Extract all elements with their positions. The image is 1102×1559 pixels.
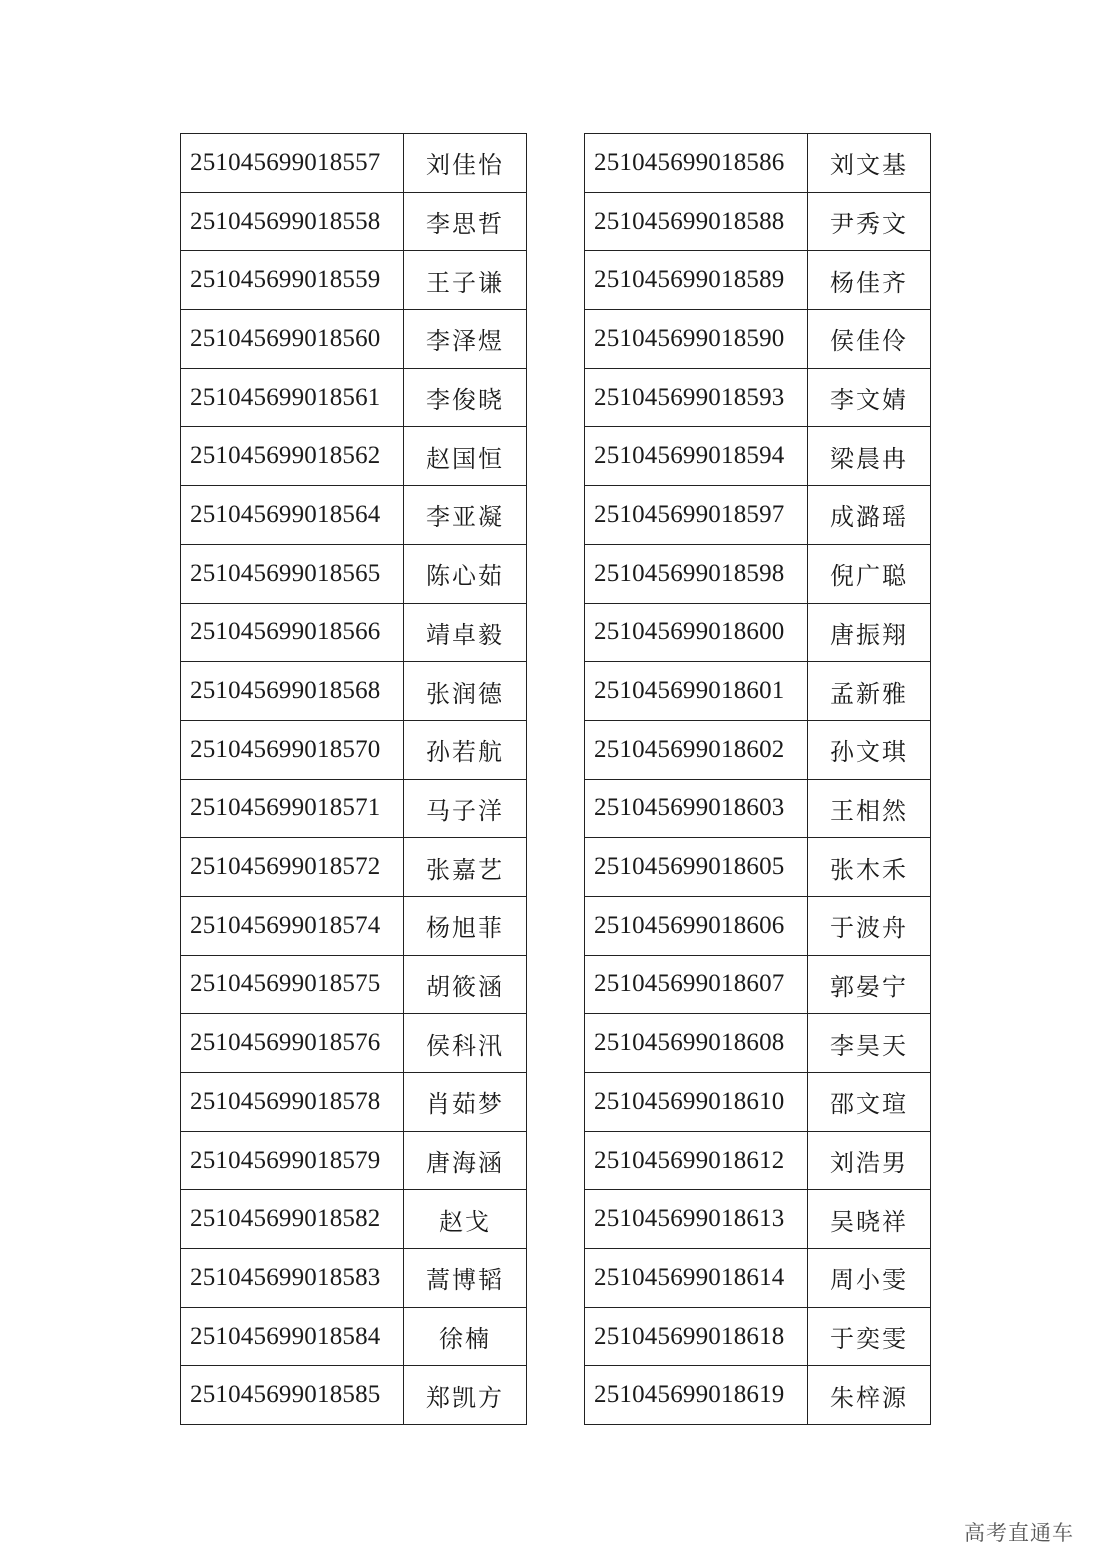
candidate-name-cell: 靖卓毅 xyxy=(404,603,527,662)
roster-table-left xyxy=(180,133,527,1425)
candidate-id-cell: 251045699018586 xyxy=(585,134,808,193)
table-row xyxy=(181,486,527,545)
candidate-id-cell: 251045699018614 xyxy=(585,1249,808,1308)
candidate-name-cell: 肖茹梦 xyxy=(404,1073,527,1132)
candidate-id-cell: 251045699018584 xyxy=(181,1307,404,1366)
candidate-name-cell: 尹秀文 xyxy=(808,192,931,251)
candidate-id-cell: 251045699018608 xyxy=(585,1014,808,1073)
table-row xyxy=(181,720,527,779)
candidate-id-cell: 251045699018572 xyxy=(181,838,404,897)
candidate-name-cell: 朱梓源 xyxy=(808,1366,931,1425)
candidate-id-cell: 251045699018603 xyxy=(585,779,808,838)
candidate-name-cell: 于波舟 xyxy=(808,896,931,955)
table-row xyxy=(181,779,527,838)
candidate-name-cell: 唐海涵 xyxy=(404,1131,527,1190)
candidate-id-cell: 251045699018593 xyxy=(585,368,808,427)
candidate-id-cell: 251045699018594 xyxy=(585,427,808,486)
table-row xyxy=(181,427,527,486)
candidate-id-cell: 251045699018597 xyxy=(585,486,808,545)
candidate-id-cell: 251045699018585 xyxy=(181,1366,404,1425)
table-row xyxy=(585,1073,931,1132)
table-row xyxy=(181,1366,527,1425)
table-row xyxy=(181,1073,527,1132)
table-row xyxy=(181,192,527,251)
candidate-name-cell: 张嘉艺 xyxy=(404,838,527,897)
candidate-id-cell: 251045699018579 xyxy=(181,1131,404,1190)
table-row xyxy=(585,1190,931,1249)
table-row xyxy=(181,1190,527,1249)
table-row xyxy=(181,251,527,310)
table-row xyxy=(585,427,931,486)
candidate-name-cell: 孙文琪 xyxy=(808,720,931,779)
table-row xyxy=(181,955,527,1014)
table-row xyxy=(181,1014,527,1073)
table-row xyxy=(181,368,527,427)
candidate-name-cell: 刘文基 xyxy=(808,134,931,193)
candidate-id-cell: 251045699018613 xyxy=(585,1190,808,1249)
candidate-name-cell: 马子洋 xyxy=(404,779,527,838)
candidate-name-cell: 郭晏宁 xyxy=(808,955,931,1014)
candidate-name-cell: 徐楠 xyxy=(404,1307,527,1366)
candidate-name-cell: 李思哲 xyxy=(404,192,527,251)
table-row xyxy=(181,896,527,955)
candidate-id-cell: 251045699018582 xyxy=(181,1190,404,1249)
candidate-name-cell: 梁晨冉 xyxy=(808,427,931,486)
candidate-id-cell: 251045699018559 xyxy=(181,251,404,310)
table-row xyxy=(585,251,931,310)
candidate-name-cell: 唐振翔 xyxy=(808,603,931,662)
candidate-name-cell: 蒿博韬 xyxy=(404,1249,527,1308)
candidate-name-cell: 李俊晓 xyxy=(404,368,527,427)
candidate-name-cell: 王相然 xyxy=(808,779,931,838)
candidate-id-cell: 251045699018610 xyxy=(585,1073,808,1132)
candidate-name-cell: 孟新雅 xyxy=(808,662,931,721)
candidate-id-cell: 251045699018564 xyxy=(181,486,404,545)
candidate-id-cell: 251045699018575 xyxy=(181,955,404,1014)
table-row xyxy=(585,1014,931,1073)
table-row xyxy=(585,896,931,955)
candidate-name-cell: 刘浩男 xyxy=(808,1131,931,1190)
candidate-id-cell: 251045699018578 xyxy=(181,1073,404,1132)
candidate-name-cell: 邵文瑄 xyxy=(808,1073,931,1132)
candidate-id-cell: 251045699018601 xyxy=(585,662,808,721)
roster-table-right-body xyxy=(585,134,931,1425)
candidate-name-cell: 吴晓祥 xyxy=(808,1190,931,1249)
table-row xyxy=(585,603,931,662)
candidate-id-cell: 251045699018571 xyxy=(181,779,404,838)
candidate-id-cell: 251045699018605 xyxy=(585,838,808,897)
table-row xyxy=(585,544,931,603)
table-row xyxy=(585,1366,931,1425)
roster-table-left-body xyxy=(181,134,527,1425)
candidate-id-cell: 251045699018562 xyxy=(181,427,404,486)
table-row xyxy=(181,603,527,662)
candidate-name-cell: 于奕雯 xyxy=(808,1307,931,1366)
candidate-id-cell: 251045699018606 xyxy=(585,896,808,955)
candidate-name-cell: 李文婧 xyxy=(808,368,931,427)
candidate-id-cell: 251045699018618 xyxy=(585,1307,808,1366)
candidate-name-cell: 赵国恒 xyxy=(404,427,527,486)
candidate-name-cell: 张木禾 xyxy=(808,838,931,897)
candidate-id-cell: 251045699018598 xyxy=(585,544,808,603)
table-row xyxy=(181,544,527,603)
candidate-name-cell: 李泽煜 xyxy=(404,310,527,369)
candidate-name-cell: 孙若航 xyxy=(404,720,527,779)
candidate-name-cell: 侯佳伶 xyxy=(808,310,931,369)
candidate-name-cell: 周小雯 xyxy=(808,1249,931,1308)
candidate-name-cell: 李昊天 xyxy=(808,1014,931,1073)
candidate-id-cell: 251045699018600 xyxy=(585,603,808,662)
table-row xyxy=(585,1249,931,1308)
table-row xyxy=(585,368,931,427)
candidate-id-cell: 251045699018576 xyxy=(181,1014,404,1073)
candidate-id-cell: 251045699018619 xyxy=(585,1366,808,1425)
candidate-id-cell: 251045699018583 xyxy=(181,1249,404,1308)
table-row xyxy=(585,1131,931,1190)
table-row xyxy=(585,662,931,721)
roster-table-right xyxy=(584,133,931,1425)
candidate-id-cell: 251045699018570 xyxy=(181,720,404,779)
candidate-name-cell: 杨旭菲 xyxy=(404,896,527,955)
table-row xyxy=(181,1249,527,1308)
candidate-name-cell: 陈心茹 xyxy=(404,544,527,603)
watermark-text: 高考直通车 xyxy=(964,1521,1074,1545)
candidate-id-cell: 251045699018574 xyxy=(181,896,404,955)
candidate-id-cell: 251045699018568 xyxy=(181,662,404,721)
candidate-name-cell: 成潞瑶 xyxy=(808,486,931,545)
table-row xyxy=(585,486,931,545)
table-row xyxy=(181,662,527,721)
table-row xyxy=(181,838,527,897)
candidate-id-cell: 251045699018589 xyxy=(585,251,808,310)
candidate-id-cell: 251045699018560 xyxy=(181,310,404,369)
candidate-name-cell: 张润德 xyxy=(404,662,527,721)
candidate-name-cell: 刘佳怡 xyxy=(404,134,527,193)
candidate-name-cell: 杨佳齐 xyxy=(808,251,931,310)
candidate-name-cell: 倪广聪 xyxy=(808,544,931,603)
candidate-id-cell: 251045699018566 xyxy=(181,603,404,662)
table-row xyxy=(181,1307,527,1366)
table-row xyxy=(585,955,931,1014)
candidate-name-cell: 赵戈 xyxy=(404,1190,527,1249)
candidate-id-cell: 251045699018602 xyxy=(585,720,808,779)
candidate-id-cell: 251045699018612 xyxy=(585,1131,808,1190)
candidate-name-cell: 侯科汛 xyxy=(404,1014,527,1073)
table-row xyxy=(585,310,931,369)
candidate-name-cell: 胡筱涵 xyxy=(404,955,527,1014)
candidate-name-cell: 王子谦 xyxy=(404,251,527,310)
table-row xyxy=(585,720,931,779)
candidate-id-cell: 251045699018557 xyxy=(181,134,404,193)
candidate-id-cell: 251045699018565 xyxy=(181,544,404,603)
candidate-id-cell: 251045699018588 xyxy=(585,192,808,251)
table-row xyxy=(585,134,931,193)
table-row xyxy=(585,192,931,251)
candidate-name-cell: 郑凯方 xyxy=(404,1366,527,1425)
table-row xyxy=(585,779,931,838)
table-row xyxy=(585,1307,931,1366)
candidate-id-cell: 251045699018590 xyxy=(585,310,808,369)
candidate-id-cell: 251045699018558 xyxy=(181,192,404,251)
table-row xyxy=(181,1131,527,1190)
candidate-name-cell: 李亚凝 xyxy=(404,486,527,545)
table-row xyxy=(181,134,527,193)
candidate-id-cell: 251045699018607 xyxy=(585,955,808,1014)
table-row xyxy=(181,310,527,369)
candidate-id-cell: 251045699018561 xyxy=(181,368,404,427)
table-row xyxy=(585,838,931,897)
